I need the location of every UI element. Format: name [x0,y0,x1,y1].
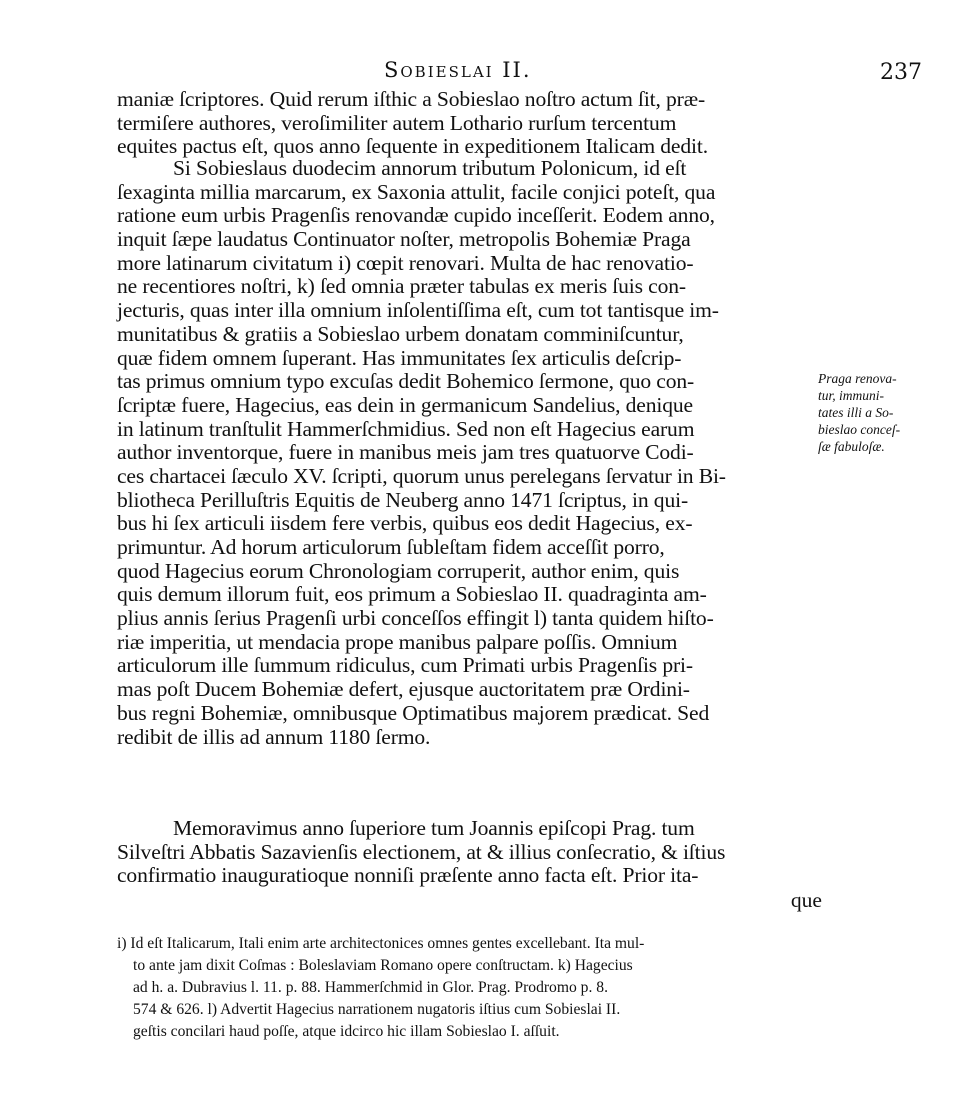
text-line: bus regni Bohemiæ, omnibusque Optimatibus majorem prædicat. Sed [117,700,710,725]
text-line: ne recentiores noſtri, k) ſed omnia præter tabulas ex meris ſuis con- [117,274,686,299]
footnote-line: 574 & 626. l) Advertit Hagecius narrationem nugatoris iſtius cum Sobieslai II. [133,1001,621,1018]
text-line: ſexaginta millia marcarum, ex Saxonia attulit, facile conjici poteſt, qua [117,179,716,204]
text-line: redibit de illis ad annum 1180 ſermo. [117,724,431,749]
text-line: maniæ ſcriptores. Quid rerum iſthic a Sobieslao noſtro actum ſit, præ- [117,87,706,111]
text-line: inquit ſæpe laudatus Continuator noſter, metropolis Bohemiæ Praga [117,227,691,252]
text-line: munitatibus & gratiis a Sobieslao urbem donatam comminiſcuntur, [117,321,684,346]
footnote-line: to ante jam dixit Coſmas : Boleslaviam Romano opere conſtructam. k) Hagecius [133,957,633,974]
text-line: ſcriptæ fuere, Hagecius, eas dein in germanicum Sandelius, denique [117,392,693,417]
text-line: plius annis ſerius Pragenſi urbi conceſſos effingit l) tanta quidem hiſto- [117,606,714,631]
margin-line: Praga renova- [818,371,897,386]
footnote-line: geſtis concilari haud poſſe, atque idcirco hic illam Sobieslao I. aſſuit. [133,1023,560,1040]
text-line: termiſere authores, veroſimiliter autem Lothario rurſum tercentum [117,110,677,135]
marginal-note [818,370,938,455]
text-line: more latinarum civitatum i) cœpit renovari. Multa de hac renovatio- [117,250,694,275]
text-line: Silveſtri Abbatis Sazavienſis electionem, at & illius conſecratio, & iſtius [117,839,726,864]
text-line: in latinum tranſtulit Hammerſchmidius. Sed non eſt Hagecius earum [117,416,695,441]
footnote-line: ad h. a. Dubravius l. 11. p. 88. Hammerſchmid in Glor. Prag. Prodromo p. 8. [133,979,608,996]
footnotes [117,933,822,1043]
margin-line: ſæ fabuloſæ. [818,439,885,454]
text-line: quod Hagecius eorum Chronologiam corruperit, author enim, quis [117,558,680,583]
running-title: Sobieslai II. [384,58,532,82]
text-line: Si Sobieslaus duodecim annorum tributum Polonicum, id eſt [173,156,687,180]
margin-line: bieslao conceſ- [818,422,901,437]
text-line: quæ fidem omnem ſuperant. Has immunitates ſex articulis deſcrip- [117,345,682,370]
margin-line: tates illi a So- [818,405,894,420]
running-head [0,58,960,88]
text-line: equites pactus eſt, quos anno ſequente in expeditionem Italicam dedit. [117,134,708,159]
text-line: mas poſt Ducem Bohemiæ defert, ejusque auctoritatem præ Ordini- [117,677,690,702]
margin-line: tur, immuni- [818,388,885,403]
text-line: ratione eum urbis Pragenſis renovandæ cupido inceſſerit. Eodem anno, [117,203,715,228]
page-number: 237 [880,60,922,85]
footnote-line: i) Id eſt Italicarum, Itali enim arte architectonices omnes gentes excellebant. Ita mul- [117,935,645,952]
text-line: tas primus omnium typo excuſas dedit Bohemico ſermone, quo con- [117,369,695,394]
text-line: bus hi ſex articuli iisdem fere verbis, quibus eos dedit Hagecius, ex- [117,511,693,536]
paragraph-continued [117,88,822,159]
text-line: bliotheca Perilluſtris Equitis de Neuberg anno 1471 ſcriptus, in qui- [117,487,688,512]
text-line: author inventorque, fuere in manibus meis jam tres quatuorve Codi- [117,440,694,465]
paragraph-memoravimus [117,817,822,888]
text-line: riæ imperitia, ut mendacia prope manibus palpare poſſis. Omnium [117,629,678,654]
text-line: quis demum illorum fuit, eos primum a Sobieslao II. quadraginta am- [117,582,707,607]
text-line: ces chartacei ſæculo XV. ſcripti, quorum unus perelegans ſervatur in Bi- [117,463,726,488]
text-line: primuntur. Ad horum articulorum ſubleſtam fidem acceſſit porro, [117,535,665,559]
paragraph-sobieslaus [117,157,822,749]
catchword: que [790,888,822,912]
text-line: Memoravimus anno ſuperiore tum Joannis epiſcopi Prag. tum [173,816,695,840]
text-line: articulorum ille ſummum ridiculus, cum Primati urbis Pragenſis pri- [117,653,693,678]
text-line: jecturis, quas inter illa omnium inſolentiſſima eſt, cum tot tantisque im- [117,298,719,323]
text-line: confirmatio inauguratioque nonniſi præſente anno facta eſt. Prior ita- [117,863,699,888]
